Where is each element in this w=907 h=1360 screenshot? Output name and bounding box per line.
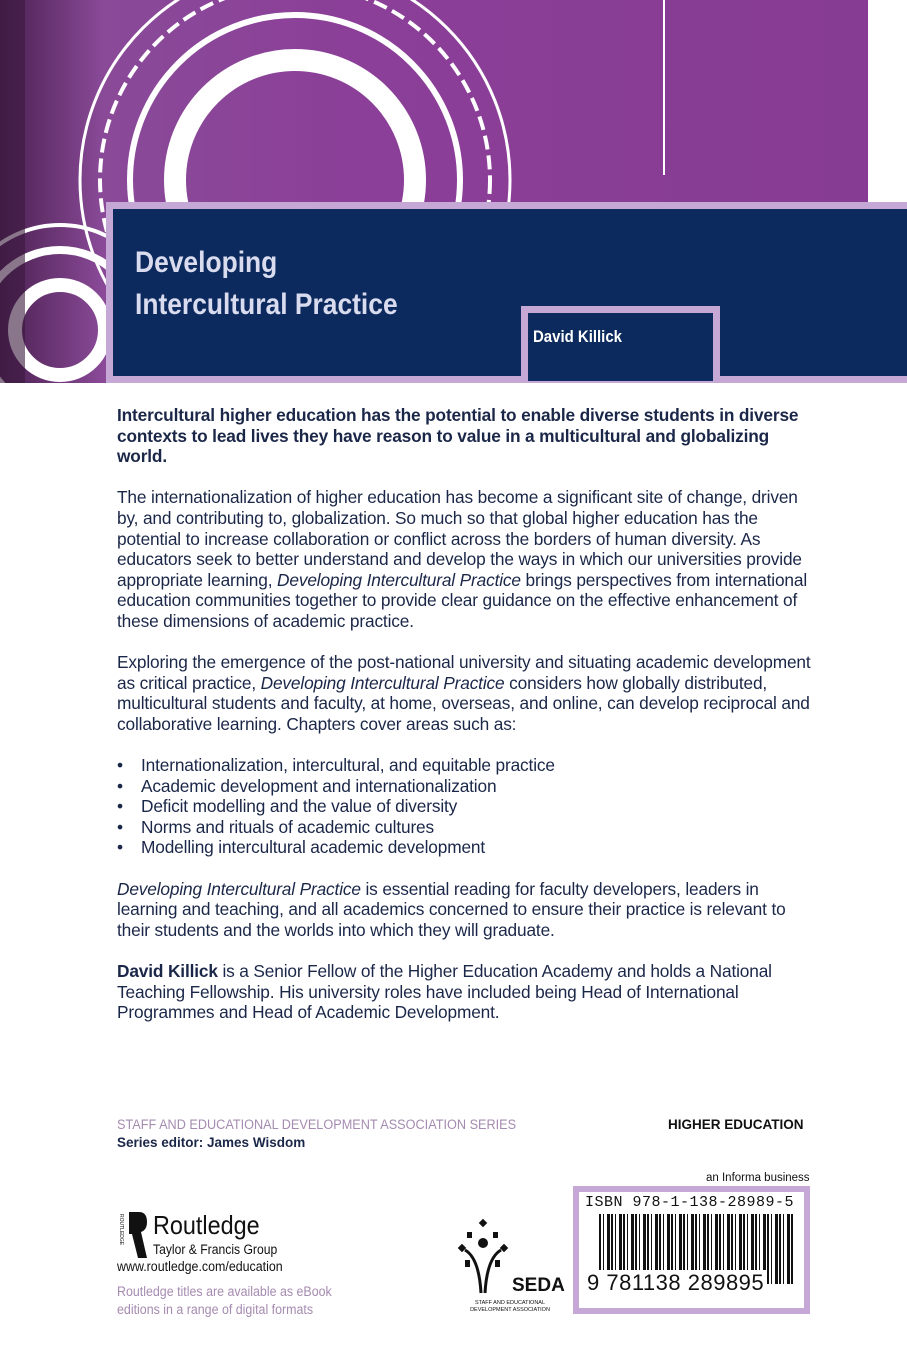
- publisher-group: Taylor & Francis Group: [153, 1242, 278, 1257]
- paragraph-1: [117, 487, 817, 631]
- text: considers how globally distributed, multicultural students and faculty, at home, overseas, and online, can develop reciprocal and collaborative learning. Chapters cover areas such as:: [117, 672, 810, 734]
- author-name-bold: David Killick: [117, 961, 218, 982]
- text: brings perspectives from international education communities together to provide clear guidance on the effective enhancement of these dimensions of academic practice.: [117, 569, 808, 631]
- book-title-italic: Developing Intercultural Practice: [260, 672, 505, 693]
- book-title: [135, 242, 398, 326]
- title-line-1: Developing: [135, 246, 278, 279]
- text: is a Senior Fellow of the Higher Education Academy and holds a National Teaching Fellowship. His university roles have included being Head of International Programmes and Head of Academic Development.: [117, 961, 772, 1023]
- book-title-italic: Developing Intercultural Practice: [117, 878, 361, 899]
- lead-paragraph: Intercultural higher education has the potential to enable diverse students in diverse contexts to lead lives they have reason to value in a multicultural and globalizing world.: [117, 405, 799, 467]
- series-editor: Series editor: James Wisdom: [117, 1135, 306, 1150]
- list-item: • Norms and rituals of academic cultures: [117, 817, 817, 838]
- blurb: [117, 405, 817, 1043]
- list-item: • Academic development and internationalization: [117, 776, 817, 797]
- author-box: [521, 306, 720, 381]
- category-label: HIGHER EDUCATION: [668, 1117, 804, 1132]
- paragraph-3: [117, 879, 817, 941]
- author-bio: [117, 961, 817, 1023]
- list-item: • Deficit modelling and the value of diversity: [117, 796, 817, 817]
- text: Exploring the emergence of the post-national university and situating academic development as critical practice,: [117, 652, 811, 693]
- seda-subtitle: STAFF AND EDUCATIONAL DEVELOPMENT ASSOCIATION: [470, 1300, 550, 1313]
- informa-tagline: an Informa business: [706, 1172, 810, 1184]
- seda-name: SEDA: [512, 1275, 565, 1296]
- ebook-line-2: editions in a range of digital formats: [117, 1302, 314, 1317]
- list-item: • Internationalization, intercultural, and equitable practice: [117, 755, 817, 776]
- chapter-list: [117, 755, 817, 858]
- publisher-name: Routledge: [153, 1210, 260, 1240]
- series-name: STAFF AND EDUCATIONAL DEVELOPMENT ASSOCIATION SERIES: [117, 1117, 517, 1132]
- text: is essential reading for faculty developers, leaders in learning and teaching, and all academics concerned to ensure their practice is relevant to their students and the worlds into which they will graduate.: [117, 878, 786, 940]
- list-item: • Modelling intercultural academic development: [117, 837, 817, 858]
- paragraph-2: [117, 652, 817, 734]
- isbn-barcode: [573, 1186, 810, 1314]
- seda-logo-icon: [455, 1218, 511, 1298]
- ebook-line-1: Routledge titles are available as eBook: [117, 1284, 332, 1299]
- ean-number: 9 781138 289895: [587, 1270, 765, 1295]
- isbn-text: ISBN 978-1-138-28989-5: [585, 1194, 795, 1211]
- title-panel: [106, 202, 907, 383]
- author-name: David Killick: [533, 327, 622, 346]
- title-line-2: Intercultural Practice: [135, 288, 398, 321]
- ebook-note: [117, 1283, 332, 1319]
- svg-text:ROUTLEDGE: ROUTLEDGE: [118, 1214, 124, 1246]
- publisher-url[interactable]: www.routledge.com/education: [117, 1259, 283, 1274]
- book-title-italic: Developing Intercultural Practice: [277, 569, 521, 590]
- routledge-logo-icon: [117, 1210, 149, 1262]
- text: The internationalization of higher education has become a significant site of change, driven by, and contributing to, globalization. So much so that global higher education has the potential to increase collaboration or conflict across the borders of human diversity. As educators seek to better understand and develop the ways in which our universities provide appropriate learning,: [117, 487, 802, 590]
